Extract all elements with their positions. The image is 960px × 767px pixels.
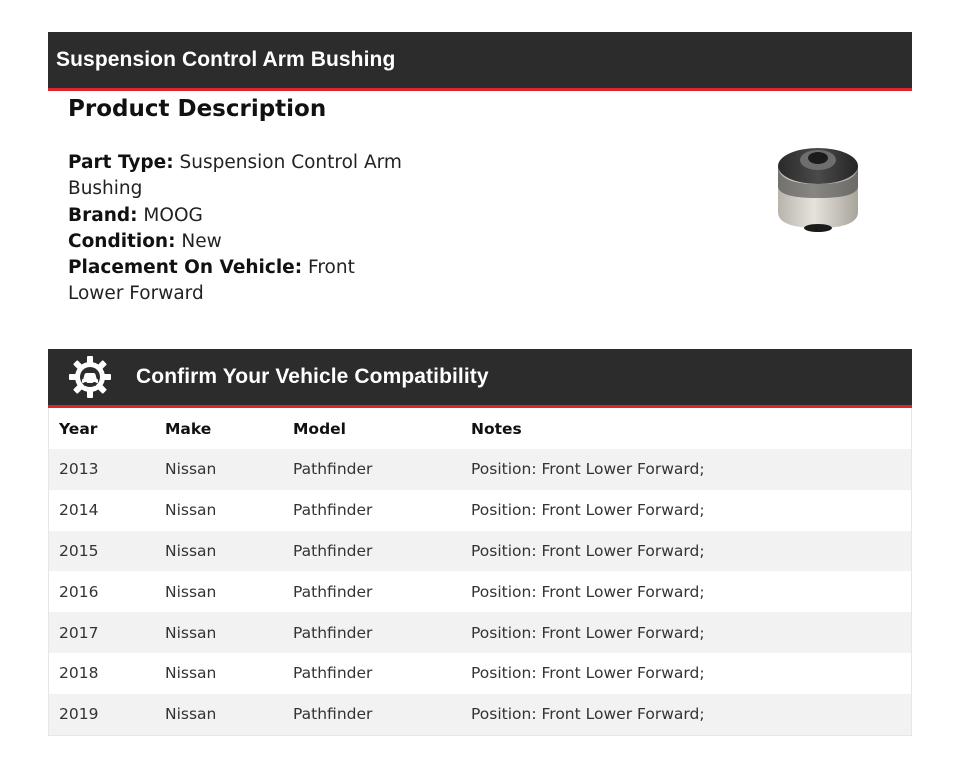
make-cell: Nissan: [165, 501, 217, 520]
product-title-banner: [48, 32, 912, 91]
year-cell: 2014: [59, 501, 99, 520]
notes-cell: Position: Front Lower Forward;: [471, 582, 705, 601]
compatibility-table: [49, 408, 911, 735]
table-row: [49, 612, 911, 653]
brand-value: MOOG: [143, 204, 203, 226]
make-cell: Nissan: [165, 460, 217, 479]
compatibility-title: Confirm Your Vehicle Compatibility: [136, 365, 489, 388]
gear-car-icon: [68, 355, 112, 399]
model-cell: Pathfinder: [293, 501, 373, 520]
placement-label: Placement On Vehicle:: [68, 257, 303, 279]
notes-cell: Position: Front Lower Forward;: [471, 705, 705, 724]
notes-cell: Position: Front Lower Forward;: [471, 623, 705, 642]
make-cell: Nissan: [165, 582, 217, 601]
model-cell: Pathfinder: [293, 582, 373, 601]
table-row: [49, 449, 911, 490]
model-cell: Pathfinder: [293, 623, 373, 642]
year-cell: 2016: [59, 582, 99, 601]
make-cell: Nissan: [165, 705, 217, 724]
part-type-label: Part Type:: [68, 152, 174, 173]
placement-row: [68, 255, 408, 308]
model-cell: Pathfinder: [293, 705, 373, 724]
placement-value: Front Lower Forward: [68, 257, 355, 305]
table-row: [49, 694, 911, 735]
make-cell: Nissan: [165, 664, 217, 683]
notes-cell: Position: Front Lower Forward;: [471, 664, 705, 683]
model-cell: Pathfinder: [293, 460, 373, 479]
part-type-value: Suspension Control Arm Bushing: [68, 152, 402, 200]
model-cell: Pathfinder: [293, 664, 373, 683]
column-header-make: Make: [165, 419, 212, 438]
notes-cell: Position: Front Lower Forward;: [471, 501, 705, 520]
table-row: [49, 571, 911, 612]
make-cell: Nissan: [165, 541, 217, 560]
notes-cell: Position: Front Lower Forward;: [471, 541, 705, 560]
notes-cell: Position: Front Lower Forward;: [471, 460, 705, 479]
year-cell: 2018: [59, 664, 99, 683]
column-header-model: Model: [293, 419, 346, 438]
condition-label: Condition:: [68, 230, 176, 252]
condition-value: New: [181, 230, 222, 252]
table-header-row: [49, 408, 911, 449]
column-header-year: Year: [59, 419, 98, 438]
compatibility-table-container: [48, 408, 912, 736]
table-row: [49, 531, 911, 572]
description-heading: Product Description: [68, 96, 327, 122]
condition-row: [68, 229, 408, 255]
brand-label: Brand:: [68, 204, 138, 226]
year-cell: 2013: [59, 460, 99, 479]
table-row: [49, 653, 911, 694]
bushing-product-image: [770, 138, 866, 234]
year-cell: 2019: [59, 705, 99, 724]
year-cell: 2015: [59, 541, 99, 560]
product-title: Suspension Control Arm Bushing: [56, 48, 396, 71]
compatibility-banner: [48, 349, 912, 408]
column-header-notes: Notes: [471, 419, 522, 438]
make-cell: Nissan: [165, 623, 217, 642]
part-type-row: [68, 150, 408, 203]
table-row: [49, 490, 911, 531]
description-list: [68, 150, 408, 308]
brand-row: [68, 203, 408, 229]
model-cell: Pathfinder: [293, 541, 373, 560]
year-cell: 2017: [59, 623, 99, 642]
